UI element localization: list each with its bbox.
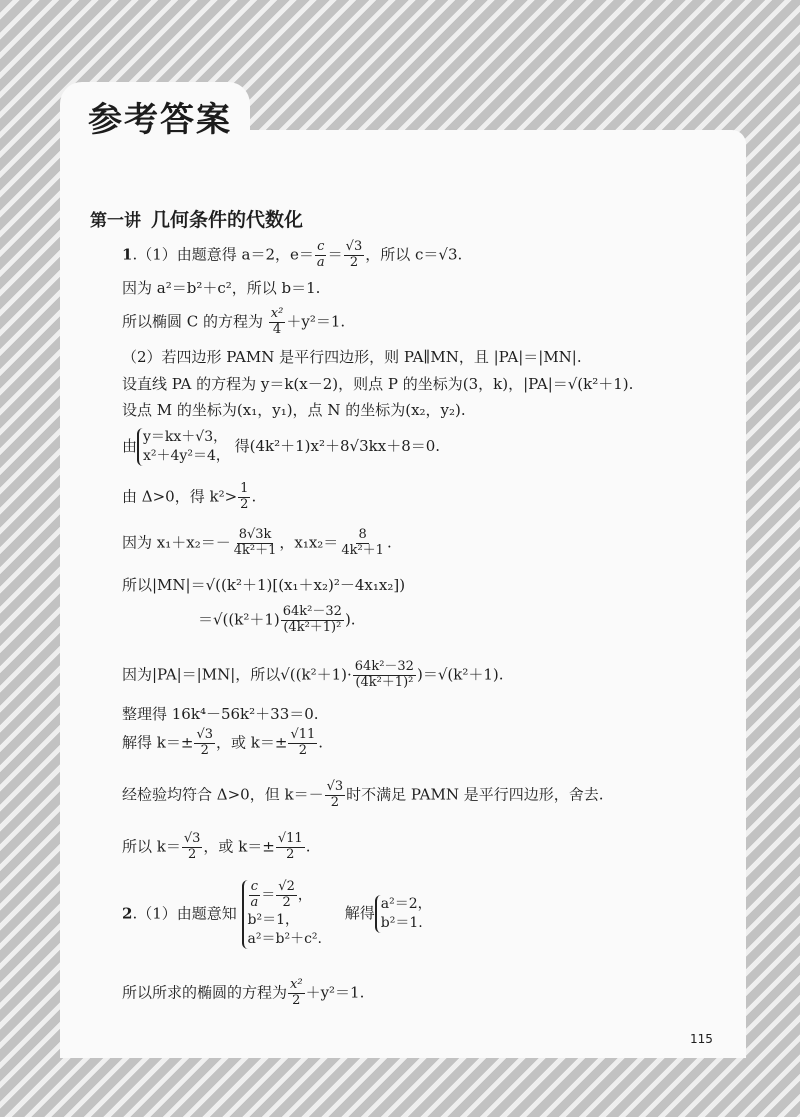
equation-system-2: a²＝2， b²＝1. (375, 895, 432, 933)
p1-line-8: 由 Δ>0，得 k²> $\frac{1}{2}$ . (122, 481, 257, 512)
equation-system: y＝kx＋√3， x²＋4y²＝4， (137, 428, 230, 466)
p1-line-15: 经检验均符合 Δ>0，但 k＝－ $\frac{√3}{2}$ 时不满足 PAMN 是平行四边形，舍去. (122, 779, 604, 810)
p1-line-12: 因为|PA|＝|MN|，所以√((k²＋1)· $\frac{\text{64k²－32}}{\text{(4k²＋1)²}}$ )＝√(k²＋1). (122, 659, 504, 690)
p2-line-1: 2.（1）由题意知 $\frac{c}{a}$ ＝ $\frac{√2}{2}$ ， b²＝1， a²＝b²＋c². 解得 a²＝2， b²＝1. (122, 879, 432, 947)
p1-line-10: 所以|MN|＝√((k²＋1)[(x₁＋x₂)²－4x₁x₂]) (122, 576, 406, 594)
p1-line-16: 所以 k＝ $\frac{√3}{2}$ ，或 k＝± $\frac{√11}{2}$ . (122, 831, 311, 862)
p1-line-9: 因为 x₁＋x₂＝－ $\frac{8√3k}{\text{4k²＋1}}$ ，x₁x₂＝ $\frac{8}{\text{4k²＋1}}$ . (122, 527, 392, 558)
p2-line-2: 所以所求的椭圆的方程为 $\frac{\text{x²}}{2}$ ＋y²＝1. (122, 977, 365, 1008)
p1-line-5: 设直线 PA 的方程为 y＝k(x－2)，则点 P 的坐标为(3，k)，|PA|＝√(k²＋1). (122, 375, 634, 393)
section-title: 几何条件的代数化 (151, 209, 304, 231)
page-title: 参考答案 (88, 100, 232, 140)
p1-line-1: 1.（1）由题意得 a＝2，e＝ $\frac{c}{a}$ ＝ $\frac{√3}{2}$ ，所以 c＝√3. (122, 239, 463, 270)
equation-system-1: $\frac{c}{a}$ ＝ $\frac{√2}{2}$ ， b²＝1， a²＝b²＋c². (242, 880, 322, 949)
p1-line-7: 由 y＝kx＋√3， x²＋4y²＝4， 得(4k²＋1)x²＋8√3kx＋8＝0. (122, 429, 441, 464)
p1-line-2: 因为 a²＝b²＋c²，所以 b＝1. (122, 279, 321, 297)
p1-line-3: 所以椭圆 C 的方程为 $\frac{\text{x²}}{4}$ ＋y²＝1. (122, 306, 346, 337)
p1-line-6: 设点 M 的坐标为(x₁，y₁)，点 N 的坐标为(x₂，y₂). (122, 401, 466, 419)
p1-line-13: 整理得 16k⁴－56k²＋33＝0. (122, 705, 319, 723)
p1-line-11: ＝√((k²＋1) $\frac{\text{64k²－32}}{\text{(4k²＋1)²}}$ ). (198, 604, 356, 635)
page-number: 115 (690, 1032, 713, 1046)
p1-line-4: （2）若四边形 PAMN 是平行四边形，则 PA∥MN，且 |PA|＝|MN|. (122, 348, 582, 366)
p1-line-14: 解得 k＝± $\frac{√3}{2}$ ，或 k＝± $\frac{√11}{2}$ . (122, 727, 324, 758)
section-number: 第一讲 (90, 211, 141, 231)
section-heading (90, 205, 303, 232)
